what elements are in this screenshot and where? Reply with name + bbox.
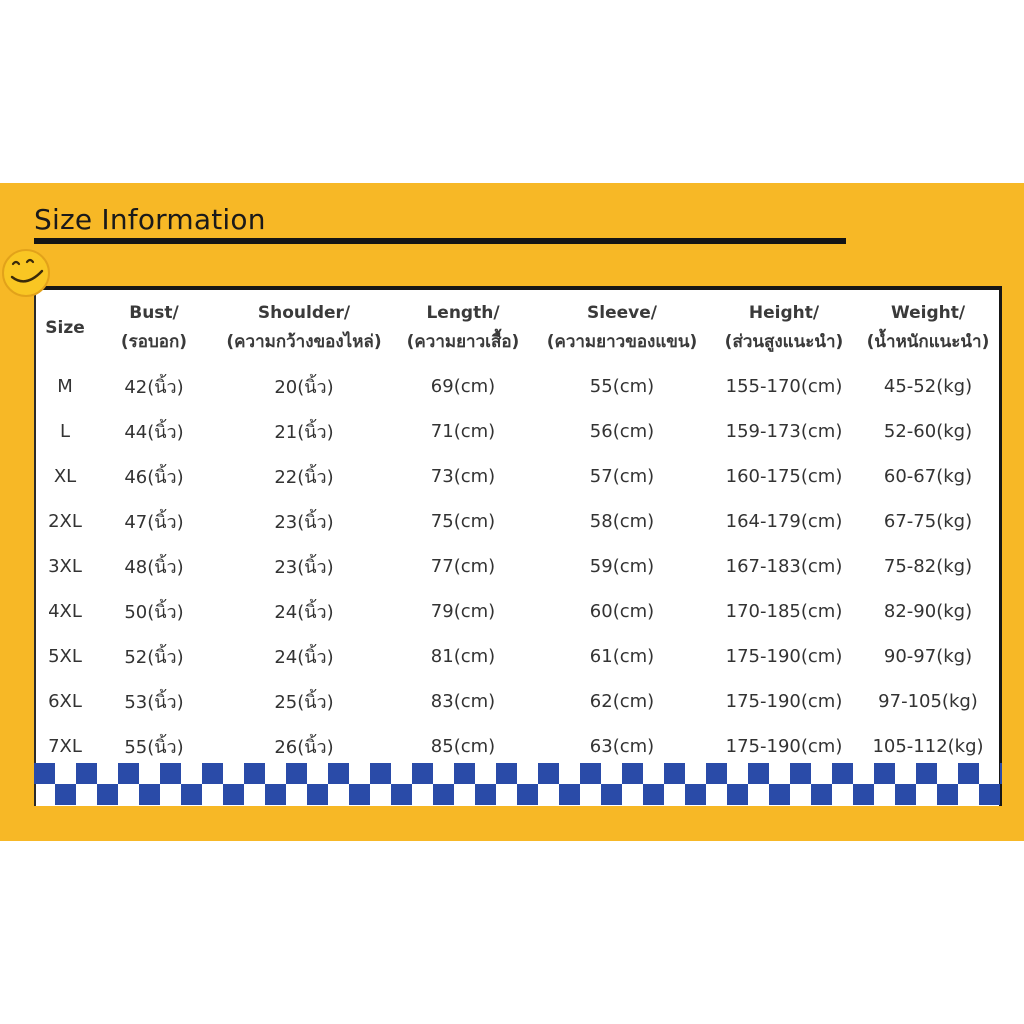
smiley-face-icon bbox=[0, 246, 54, 300]
cell-bust: 42(นิ้ว) bbox=[124, 377, 184, 398]
checker-square bbox=[853, 784, 874, 805]
cell-size: 4XL bbox=[48, 601, 82, 622]
cell-length: 83(cm) bbox=[430, 691, 496, 712]
cell-length: 75(cm) bbox=[430, 511, 496, 532]
cell-shoulder: 22(นิ้ว) bbox=[274, 467, 334, 488]
cell-height: 175-190(cm) bbox=[725, 691, 843, 712]
header-length: Length/ (ความยาวเสื้อ) bbox=[406, 303, 520, 352]
cell-sleeve: 63(cm) bbox=[589, 736, 655, 757]
cell-length: 77(cm) bbox=[430, 556, 496, 577]
cell-shoulder: 23(นิ้ว) bbox=[274, 512, 334, 533]
checker-square bbox=[559, 784, 580, 805]
checker-square bbox=[580, 763, 601, 784]
checker-square bbox=[706, 763, 727, 784]
cell-length: 73(cm) bbox=[430, 466, 496, 487]
cell-bust: 44(นิ้ว) bbox=[124, 422, 184, 443]
checker-square bbox=[769, 784, 790, 805]
checker-square bbox=[454, 763, 475, 784]
checkered-pattern bbox=[34, 763, 1002, 805]
cell-shoulder: 25(นิ้ว) bbox=[274, 692, 334, 713]
checker-square bbox=[1000, 763, 1002, 784]
checker-square bbox=[874, 763, 895, 784]
cell-weight: 67-75(kg) bbox=[883, 511, 973, 532]
checker-square bbox=[265, 784, 286, 805]
header-size: Size bbox=[45, 317, 85, 338]
cell-height: 155-170(cm) bbox=[725, 376, 843, 397]
page-title: Size Information bbox=[34, 203, 266, 236]
table-row bbox=[36, 409, 1000, 454]
cell-sleeve: 60(cm) bbox=[589, 601, 655, 622]
cell-weight: 60-67(kg) bbox=[883, 466, 973, 487]
cell-bust: 47(นิ้ว) bbox=[124, 512, 184, 533]
checker-square bbox=[517, 784, 538, 805]
checker-square bbox=[958, 763, 979, 784]
checker-square bbox=[202, 763, 223, 784]
cell-shoulder: 21(นิ้ว) bbox=[274, 422, 334, 443]
cell-bust: 52(นิ้ว) bbox=[124, 647, 184, 668]
cell-size: 3XL bbox=[48, 556, 82, 577]
header-shoulder: Shoulder/ (ความกว้างของไหล่) bbox=[226, 303, 382, 352]
table-row bbox=[36, 544, 1000, 589]
checker-square bbox=[748, 763, 769, 784]
card-left-border bbox=[34, 290, 36, 806]
cell-size: L bbox=[59, 421, 71, 442]
cell-size: 2XL bbox=[48, 511, 82, 532]
cell-height: 159-173(cm) bbox=[725, 421, 843, 442]
cell-bust: 55(นิ้ว) bbox=[124, 737, 184, 758]
cell-length: 79(cm) bbox=[430, 601, 496, 622]
checker-square bbox=[286, 763, 307, 784]
checker-square bbox=[244, 763, 265, 784]
cell-shoulder: 24(นิ้ว) bbox=[274, 602, 334, 623]
checker-square bbox=[538, 763, 559, 784]
checker-square bbox=[496, 763, 517, 784]
size-table bbox=[36, 292, 1000, 769]
checker-square bbox=[34, 763, 55, 784]
header-height: Height/ (ส่วนสูงแนะนำ) bbox=[724, 303, 844, 352]
cell-length: 69(cm) bbox=[430, 376, 496, 397]
cell-size: XL bbox=[53, 466, 77, 487]
table-row bbox=[36, 589, 1000, 634]
cell-weight: 52-60(kg) bbox=[883, 421, 973, 442]
cell-sleeve: 61(cm) bbox=[589, 646, 655, 667]
checker-square bbox=[937, 784, 958, 805]
checker-square bbox=[97, 784, 118, 805]
cell-shoulder: 26(นิ้ว) bbox=[274, 737, 334, 758]
checker-square bbox=[223, 784, 244, 805]
cell-sleeve: 56(cm) bbox=[589, 421, 655, 442]
checker-square bbox=[601, 784, 622, 805]
cell-weight: 82-90(kg) bbox=[883, 601, 973, 622]
checker-square bbox=[895, 784, 916, 805]
checker-square bbox=[76, 763, 97, 784]
checker-square bbox=[832, 763, 853, 784]
cell-sleeve: 59(cm) bbox=[589, 556, 655, 577]
cell-sleeve: 55(cm) bbox=[589, 376, 655, 397]
checker-square bbox=[622, 763, 643, 784]
checker-square bbox=[370, 763, 391, 784]
cell-weight: 97-105(kg) bbox=[878, 691, 978, 712]
cell-height: 175-190(cm) bbox=[725, 736, 843, 757]
cell-height: 170-185(cm) bbox=[725, 601, 843, 622]
checker-square bbox=[433, 784, 454, 805]
header-sleeve: Sleeve/ (ความยาวของแขน) bbox=[546, 303, 698, 352]
table-header-row bbox=[36, 292, 1000, 364]
cell-size: 7XL bbox=[48, 736, 82, 757]
checker-square bbox=[328, 763, 349, 784]
cell-shoulder: 24(นิ้ว) bbox=[274, 647, 334, 668]
cell-height: 175-190(cm) bbox=[725, 646, 843, 667]
cell-bust: 50(นิ้ว) bbox=[124, 602, 184, 623]
checker-square bbox=[643, 784, 664, 805]
cell-height: 167-183(cm) bbox=[725, 556, 843, 577]
checker-square bbox=[664, 763, 685, 784]
checker-square bbox=[685, 784, 706, 805]
header-bust: Bust/ (รอบอก) bbox=[120, 303, 188, 352]
checker-square bbox=[181, 784, 202, 805]
cell-weight: 105-112(kg) bbox=[872, 736, 984, 757]
checker-square bbox=[979, 784, 1000, 805]
table-row bbox=[36, 499, 1000, 544]
title-underline bbox=[34, 238, 846, 244]
cell-length: 85(cm) bbox=[430, 736, 496, 757]
cell-size: M bbox=[57, 376, 73, 397]
checker-square bbox=[790, 763, 811, 784]
cell-weight: 75-82(kg) bbox=[883, 556, 973, 577]
cell-sleeve: 57(cm) bbox=[589, 466, 655, 487]
checker-square bbox=[475, 784, 496, 805]
cell-sleeve: 62(cm) bbox=[589, 691, 655, 712]
cell-height: 160-175(cm) bbox=[725, 466, 843, 487]
cell-bust: 48(นิ้ว) bbox=[124, 557, 184, 578]
checker-square bbox=[391, 784, 412, 805]
cell-sleeve: 58(cm) bbox=[589, 511, 655, 532]
checker-square bbox=[160, 763, 181, 784]
checker-square bbox=[55, 784, 76, 805]
cell-weight: 90-97(kg) bbox=[883, 646, 973, 667]
table-row bbox=[36, 364, 1000, 409]
checker-square bbox=[139, 784, 160, 805]
checker-square bbox=[349, 784, 370, 805]
table-row bbox=[36, 634, 1000, 679]
checker-square bbox=[307, 784, 328, 805]
table-row bbox=[36, 454, 1000, 499]
checker-square bbox=[412, 763, 433, 784]
cell-height: 164-179(cm) bbox=[725, 511, 843, 532]
cell-weight: 45-52(kg) bbox=[883, 376, 973, 397]
cell-shoulder: 20(นิ้ว) bbox=[274, 377, 334, 398]
checker-square bbox=[118, 763, 139, 784]
checker-square bbox=[811, 784, 832, 805]
header-weight: Weight/ (น้ำหนักแนะนำ) bbox=[866, 303, 990, 352]
cell-shoulder: 23(นิ้ว) bbox=[274, 557, 334, 578]
table-row bbox=[36, 679, 1000, 724]
table-body bbox=[36, 364, 1000, 769]
checker-square bbox=[727, 784, 748, 805]
cell-size: 5XL bbox=[48, 646, 82, 667]
cell-length: 81(cm) bbox=[430, 646, 496, 667]
cell-bust: 53(นิ้ว) bbox=[124, 692, 184, 713]
cell-size: 6XL bbox=[48, 691, 82, 712]
checker-square bbox=[916, 763, 937, 784]
cell-bust: 46(นิ้ว) bbox=[124, 467, 184, 488]
cell-length: 71(cm) bbox=[430, 421, 496, 442]
